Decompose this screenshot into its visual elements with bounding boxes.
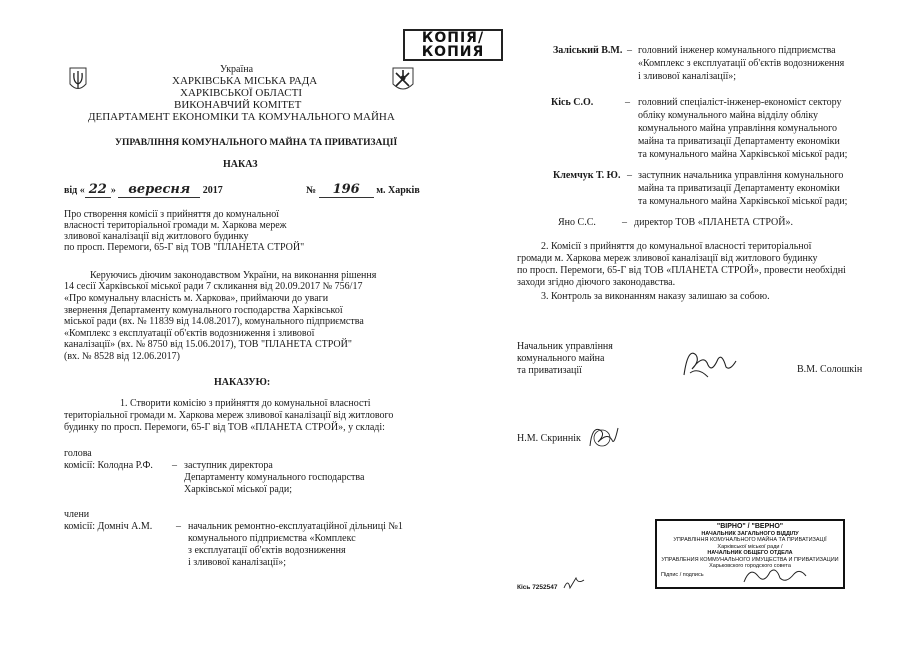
date-line (64, 184, 223, 196)
preamble-line: міської ради (вх. № 11839 від 14.08.2017), комунального підприємства (64, 316, 364, 327)
signer-title-line: та приватизації (517, 365, 582, 376)
copy-stamp-line2: КОПИЯ (421, 44, 485, 60)
order-city: м. Харків (376, 185, 420, 196)
verno-stamp-line: Харківської міської ради / (717, 543, 783, 550)
member-name: Кісь С.О. (551, 97, 594, 108)
item1-line: територіальної громади м. Харкова мереж зливової каналізації від житлового (64, 410, 394, 421)
member-desc-line: головний інженер комунального підприємства (638, 45, 836, 56)
verno-stamp-line: НАЧАЛЬНИК ОБЩЕГО ОТДЕЛА (707, 550, 793, 557)
subject-line: Про створення комісії з прийняття до комунальної (64, 209, 279, 220)
verno-stamp-line: Харьковского городского совета (709, 563, 791, 570)
footer-code: Кісь 7252547 (517, 584, 558, 591)
member-desc-line: і зливової каналізації»; (638, 71, 737, 82)
member-desc-line: і зливової каналізації»; (188, 557, 287, 568)
header-department: ДЕПАРТАМЕНТ ЕКОНОМІКИ ТА КОМУНАЛЬНОГО МАЙНА (88, 111, 395, 123)
member-desc-line: начальник ремонтно-експлуатаційної дільниці №1 (188, 521, 403, 532)
member-name: Яно С.С. (558, 217, 596, 228)
head-desc-line: Департаменту комунального господарства (184, 472, 365, 483)
head-label: голова (64, 448, 92, 459)
head-name: комісії: Колодна Р.Ф. (64, 460, 153, 471)
approver-signature (586, 420, 622, 454)
director-signature (678, 343, 738, 383)
member-name: комісії: Домніч А.М. (64, 521, 153, 532)
document-title: НАКАЗ (223, 159, 258, 170)
header-directorate: УПРАВЛІННЯ КОМУНАЛЬНОГО МАЙНА ТА ПРИВАТИЗАЦІЇ (115, 138, 398, 148)
header-exec-committee: ВИКОНАВЧИЙ КОМІТЕТ (174, 99, 302, 111)
preamble-line: звернення Департаменту комунального господарства Харківської (64, 305, 343, 316)
verno-stamp-line: УПРАВЛЕНИЯ КОММУНАЛЬНОГО ИМУЩЕСТВА И ПРИВАТИЗАЦИИ (661, 556, 839, 563)
preamble-line: (вх. № 8528 від 12.06.2017) (64, 351, 181, 362)
number-sign: № (306, 185, 317, 196)
member-desc-line: комунального майна управління комунального (638, 123, 838, 134)
date-day: 22 (85, 182, 111, 198)
member-desc-line: та комунального майна Харківської міської ради; (638, 149, 848, 160)
item2-line: громади м. Харкова мереж зливової каналізації від житлового будинку (517, 253, 818, 264)
copy-stamp-line1: КОПІЯ/ (421, 30, 485, 46)
subject-line: зливової каналізації від житлового будинку (64, 231, 249, 242)
verno-stamp-signature (740, 562, 810, 588)
preamble-line: «Комплекс з експлуатації об'єктів водозниження і зливової (64, 328, 315, 339)
header-oblast: ХАРКІВСЬКОЇ ОБЛАСТІ (180, 87, 302, 99)
member-dash: – (627, 170, 632, 181)
subject-line: власності територіальної громади м. Харкова мереж (64, 220, 287, 231)
date-month: вересня (118, 182, 200, 198)
header-city-council: ХАРКІВСЬКА МІСЬКА РАДА (172, 75, 318, 87)
item1-line: будинку по просп. Перемоги, 65-Г від ТОВ «ПЛАНЕТА СТРОЙ», у складі: (64, 422, 385, 433)
member-desc-line: обліку комунального майна відділу обліку (638, 110, 819, 121)
verno-stamp-line: НАЧАЛЬНИК ЗАГАЛЬНОГО ВІДДІЛУ (701, 531, 799, 537)
member-dash: – (176, 521, 181, 532)
signer-name: В.М. Солошкін (797, 364, 863, 375)
member-desc-line: майна та приватизації Департаменту економіки (638, 183, 840, 194)
member-name: Клемчук Т. Ю. (553, 170, 621, 181)
header-country: Україна (220, 64, 254, 75)
member-desc-line: майна та приватизації Департаменту економіки (638, 136, 840, 147)
order-number-line (306, 184, 420, 196)
ukraine-trident-emblem (69, 67, 87, 93)
member-desc-line: директор ТОВ «ПЛАНЕТА СТРОЙ». (634, 217, 794, 228)
kharkiv-city-emblem (392, 67, 414, 93)
date-year: 2017 (202, 185, 223, 196)
date-close: » (110, 185, 116, 196)
item2-line: по просп. Перемоги, 65-Г від ТОВ «ПЛАНЕТА СТРОЙ», провести необхідні (517, 265, 846, 276)
copy-stamp (403, 29, 503, 61)
member-dash: – (627, 45, 632, 56)
verno-stamp-title: "ВІРНО" / "ВЕРНО" (716, 523, 784, 530)
member-desc-line: та комунального майна Харківської міської ради; (638, 196, 848, 207)
member-desc-line: «Комплекс з експлуатації об'єктів водозниження (638, 58, 845, 69)
member-dash: – (622, 217, 627, 228)
member-desc-line: заступник начальника управління комунального (638, 170, 844, 181)
approver-name: Н.М. Скриннік (517, 433, 581, 444)
member-desc-line: комунального підприємства «Комплекс (188, 533, 356, 544)
date-prefix: від « (64, 185, 85, 196)
item3-line: 3. Контроль за виконанням наказу залишаю за собою. (541, 291, 770, 302)
head-desc-line: заступник директора (184, 460, 273, 471)
preamble-line: Керуючись діючим законодавством України, на виконання рішення (90, 270, 377, 281)
preamble-line: 14 сесії Харківської міської ради 7 скликання від 20.09.2017 № 756/17 (64, 281, 363, 292)
signer-title-line: комунального майна (517, 353, 605, 364)
item1-line: 1. Створити комісію з прийняття до комунальної власності (120, 398, 371, 409)
head-dash: – (172, 460, 177, 471)
verno-stamp-line: УПРАВЛІННЯ КОМУНАЛЬНОГО МАЙНА ТА ПРИВАТИЗАЦІЇ (673, 537, 827, 544)
members-label: члени (64, 509, 90, 520)
member-dash: – (625, 97, 630, 108)
item2-line: заходи згідно діючого законодавства. (517, 277, 676, 288)
member-desc-line: головний спеціаліст-інженер-економіст сектору (638, 97, 842, 108)
verno-stamp-sign-label: Підпис / подпись (661, 572, 704, 579)
nakazuyu-heading: НАКАЗУЮ: (214, 377, 271, 388)
preamble-line: «Про комунальну власність м. Харкова», приймаючи до уваги (64, 293, 329, 304)
order-number: 196 (319, 182, 374, 198)
member-name: Заліський В.М. (553, 45, 623, 56)
subject-line: по просп. Перемоги, 65-Г від ТОВ "ПЛАНЕТА СТРОЙ" (64, 242, 305, 253)
item2-line: 2. Комісії з прийняття до комунальної власності територіальної (541, 241, 812, 252)
signer-title-line: Начальник управління (517, 341, 613, 352)
member-desc-line: з експлуатації об'єктів водозниження (188, 545, 346, 556)
footer-initials (562, 574, 586, 594)
preamble-line: каналізації» (вх. № 8750 від 15.06.2017), ТОВ "ПЛАНЕТА СТРОЙ" (64, 339, 352, 350)
head-desc-line: Харківської міської ради; (184, 484, 292, 495)
